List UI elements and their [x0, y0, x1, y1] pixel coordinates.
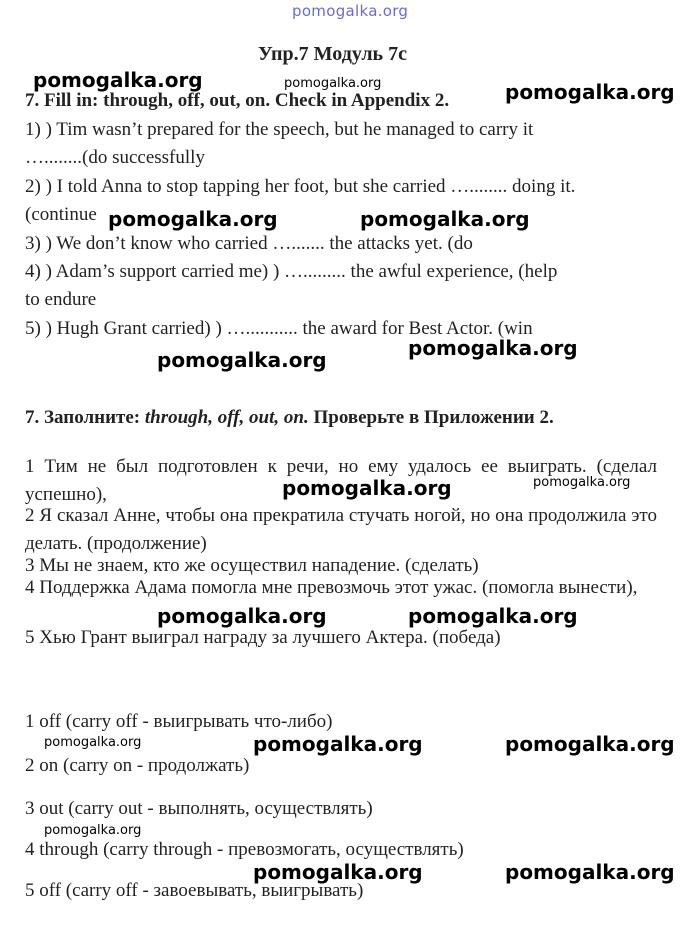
- watermark: pomogalka.org: [360, 207, 530, 231]
- english-line: …........(do successfully: [25, 147, 205, 168]
- watermark: pomogalka.org: [505, 860, 675, 884]
- watermark: pomogalka.org: [253, 732, 423, 756]
- english-line: 3) ) We don’t know who carried …....... the attacks yet. (do: [25, 233, 473, 254]
- russian-item: 5 Хью Грант выиграл награду за лучшего Актера. (победа): [25, 627, 501, 648]
- answer-line: 1 off (carry off - выигрывать что-либо): [25, 711, 333, 732]
- watermark: pomogalka.org: [44, 823, 142, 838]
- watermark: pomogalka.org: [33, 68, 203, 92]
- watermark: pomogalka.org: [44, 735, 142, 750]
- watermark: pomogalka.org: [157, 604, 327, 628]
- page-title: Упр.7 Модуль 7с: [258, 43, 408, 65]
- english-line: to endure: [25, 289, 97, 310]
- russian-item: 4 Поддержка Адама помогла мне превозмочь этот ужас. (помогла вынести),: [25, 577, 638, 598]
- watermark: pomogalka.org: [284, 76, 382, 91]
- watermark: pomogalka.org: [408, 336, 578, 360]
- english-line: 4) ) Adam’s support carried me) ) …......... the awful experience, (help: [25, 261, 558, 282]
- english-line: 2) ) I told Anna to stop tapping her foot, but she carried …........ doing it.: [25, 176, 576, 197]
- russian-heading-prefix: 7. Заполните:: [25, 407, 145, 428]
- watermark: pomogalka.org: [253, 860, 423, 884]
- top-watermark: pomogalka.org: [292, 2, 409, 20]
- russian-heading-words: through, off, out, on.: [144, 407, 309, 428]
- english-line: 1) ) Tim wasn’t prepared for the speech, but he managed to carry it: [25, 119, 534, 140]
- watermark: pomogalka.org: [505, 732, 675, 756]
- watermark: pomogalka.org: [282, 476, 452, 500]
- watermark: pomogalka.org: [408, 604, 578, 628]
- english-line: (continue: [25, 204, 97, 225]
- russian-item: 3 Мы не знаем, кто же осуществил нападение. (сделать): [25, 555, 479, 576]
- russian-item: 2 Я сказал Анне, чтобы она прекратила стучать ногой, но она продолжила это делать. (продолжение): [25, 505, 657, 554]
- watermark: pomogalka.org: [157, 348, 327, 372]
- watermark: pomogalka.org: [533, 475, 631, 490]
- russian-heading: [25, 404, 554, 432]
- answer-line: 3 out (carry out - выполнять, осуществлять): [25, 798, 373, 819]
- watermark: pomogalka.org: [505, 80, 675, 104]
- answer-line: 4 through (carry through - превозмогать, осуществлять): [25, 839, 464, 860]
- answer-line: 2 on (carry on - продолжать): [25, 755, 250, 776]
- answer-line: 5 off (carry off - завоевывать, выигрывать): [25, 880, 364, 901]
- russian-item: 1 Тим не был подготовлен к речи, но ему удалось ее выиграть. (сделал успешно),: [25, 456, 657, 505]
- russian-heading-suffix: Проверьте в Приложении 2.: [308, 407, 554, 428]
- watermark: pomogalka.org: [108, 207, 278, 231]
- english-heading: 7. Fill in: through, off, out, on. Check in Appendix 2.: [25, 90, 450, 111]
- english-line: 5) ) Hugh Grant carried) ) …........... the award for Best Actor. (win: [25, 318, 533, 339]
